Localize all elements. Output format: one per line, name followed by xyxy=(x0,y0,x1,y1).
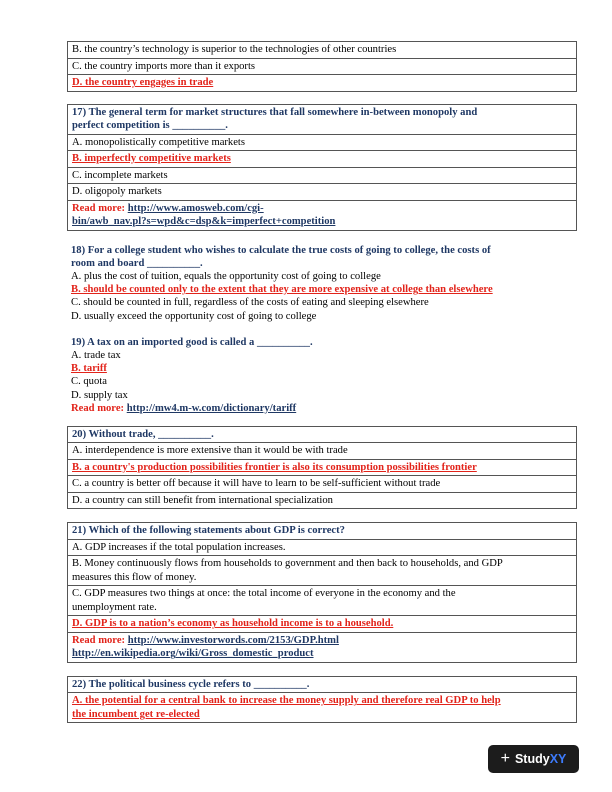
question-text: 21) Which of the following statements about GDP is correct? xyxy=(68,523,577,540)
option-row xyxy=(68,556,577,586)
option-d: D. a country can still benefit from international specialization xyxy=(68,492,577,509)
option-row xyxy=(68,443,577,460)
option-a: A. plus the cost of tuition, equals the opportunity cost of going to college xyxy=(71,270,381,282)
question-text: 19) A tax on an imported good is called a __________. xyxy=(71,336,313,348)
correct-answer: D. the country engages in trade xyxy=(72,77,214,88)
question-20-table xyxy=(67,426,577,510)
answer-row xyxy=(68,459,577,476)
correct-answer: B. should be counted only to the extent that they are more expensive at college than elsewhere xyxy=(71,284,493,296)
answer-row xyxy=(68,75,577,92)
studyxy-logo xyxy=(488,745,579,773)
question-17-table xyxy=(67,104,577,231)
option-c: C. GDP measures two things at once: the total income of everyone in the economy and the unemployment rate. xyxy=(68,586,577,616)
question-22-table xyxy=(67,676,577,724)
option-b: B. Money continuously flows from households to government and then back to households, and GDP measures this flow of money. xyxy=(68,556,577,586)
option-a: A. trade tax xyxy=(71,349,121,361)
option-row xyxy=(68,586,577,616)
question-19 xyxy=(67,336,577,415)
answer-row xyxy=(68,616,577,633)
logo-text: StudyXY xyxy=(514,752,567,766)
option-row xyxy=(68,42,577,59)
read-more-row xyxy=(68,632,577,662)
option-c: C. quota xyxy=(71,376,107,388)
correct-answer: B. tariff xyxy=(71,363,107,375)
option-row xyxy=(68,476,577,493)
answer-row xyxy=(68,151,577,168)
question-row xyxy=(68,523,577,540)
read-more-row xyxy=(68,200,577,230)
option-row xyxy=(68,167,577,184)
reference-link[interactable]: bin/awb_nav.pl?s=wpd&c=dsp&k=imperfect+competition xyxy=(72,216,336,227)
option-row xyxy=(68,58,577,75)
document-page xyxy=(67,41,577,723)
question-18 xyxy=(67,244,577,323)
reference-link[interactable]: http://en.wikipedia.org/wiki/Gross_domestic_product xyxy=(72,648,314,660)
question-row xyxy=(68,676,577,693)
plus-icon: + xyxy=(500,750,510,767)
question-text: 18) For a college student who wishes to calculate the true costs of going to college, the costs of room and board __________. xyxy=(71,244,491,269)
question-text: 17) The general term for market structures that fall somewhere in-between monopoly and perfect competition is __________. xyxy=(68,104,577,134)
option-row xyxy=(68,134,577,151)
correct-answer: D. GDP is to a nation’s economy as household income is to a household. xyxy=(72,618,394,630)
question-row xyxy=(68,104,577,134)
question-text: 20) Without trade, __________. xyxy=(68,426,577,443)
correct-answer: A. the potential for a central bank to increase the money supply and therefore real GDP to help xyxy=(72,695,501,707)
option-row xyxy=(68,539,577,556)
option-c: C. the country imports more than it exports xyxy=(68,58,577,75)
option-a: A. interdependence is more extensive than it would be with trade xyxy=(68,443,577,460)
question-21-table xyxy=(67,522,577,663)
reference-link[interactable]: http://www.amosweb.com/cgi- xyxy=(127,202,264,214)
reference-link[interactable]: http://mw4.m-w.com/dictionary/tariff xyxy=(126,402,297,414)
read-more-label: Read more: xyxy=(72,202,126,214)
question-row xyxy=(68,426,577,443)
option-d: D. usually exceed the opportunity cost of going to college xyxy=(71,310,317,322)
question-text: 22) The political business cycle refers to __________. xyxy=(68,676,577,693)
reference-link[interactable]: http://www.investorwords.com/2153/GDP.html xyxy=(127,634,339,646)
option-row xyxy=(68,184,577,201)
read-more-label: Read more: xyxy=(72,634,126,646)
option-b: B. the country’s technology is superior to the technologies of other countries xyxy=(68,42,577,59)
option-a: A. monopolistically competitive markets xyxy=(68,134,577,151)
option-c: C. should be counted in full, regardless of the costs of eating and sleeping elsewhere xyxy=(71,297,429,309)
option-d: D. supply tax xyxy=(71,389,128,401)
read-more-label: Read more: xyxy=(71,402,125,414)
option-c: C. incomplete markets xyxy=(68,167,577,184)
answer-row xyxy=(68,693,577,723)
question-16-table xyxy=(67,41,577,92)
option-d: D. oligopoly markets xyxy=(68,184,577,201)
correct-answer: B. imperfectly competitive markets xyxy=(72,153,231,164)
option-a: A. GDP increases if the total population increases. xyxy=(68,539,577,556)
option-row xyxy=(68,492,577,509)
correct-answer: B. a country's production possibilities frontier is also its consumption possibilities frontier xyxy=(72,461,477,473)
option-c: C. a country is better off because it will have to learn to be self-sufficient without trade xyxy=(68,476,577,493)
correct-answer-continued: the incumbent get re-elected xyxy=(72,708,200,720)
